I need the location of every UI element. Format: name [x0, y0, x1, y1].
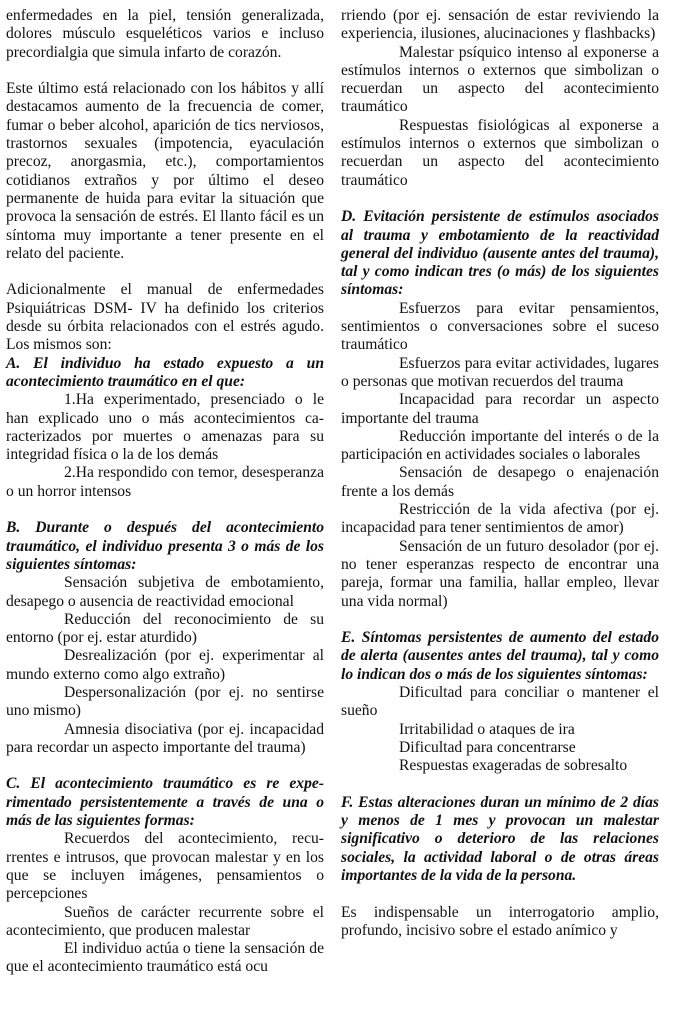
paragraph-gap	[341, 611, 659, 629]
section-e-item: Respuestas exageradas de sobresalto	[399, 757, 628, 775]
section-d-heading: D. Evitación persistente de estímulos asociados al trauma y embotamiento de la reactividad general del individuo (ausente antes del trauma), tal y como indican tres (o más) de los siguientes síntomas:	[341, 208, 659, 299]
section-b-item: Amnesia disociativa (por ej. incapacidad para recordar un aspecto importante del trauma)	[6, 720, 324, 756]
habits-paragraph: Este último está relacionado con los hábitos y allí destacamos aumento de la frecuencia de comer, fumar o beber alcohol, aparición de tics nerviosos, trastornos sexuales (impotencia, eyaculación precoz, anorgasmia, etc.), comportamientos cotidianos extraños y por último el deseo permanente de huida para evitar la situación que provoca la sensación de estrés. El llanto fácil es un síntoma muy importante a tener presente en el relato del paciente.	[6, 80, 324, 262]
intro-continuation: enfermedades en la piel, tensión generalizada, dolores músculo esqueléticos varios e incluso precordialgia que simula infarto de corazón.	[6, 7, 324, 61]
section-d-item: Restricción de la vida afectiva (por ej. incapacidad para tener sentimientos de amor)	[341, 501, 659, 537]
section-e-item: Dificultad para conciliar o mantener el sueño	[341, 683, 659, 720]
section-a-item: 1.Ha experimentado, presenciado o le han explicado uno o más acontecimientos caracterizados por muertes o amenazas para su integridad física o la de los demás	[6, 391, 324, 464]
right-column	[341, 7, 659, 940]
section-c-item: Malestar psíquico intenso al exponerse a estímulos internos o externos que simbolizan o recuerdan un aspecto del acontecimiento traumático	[341, 43, 659, 116]
paragraph-gap	[6, 501, 324, 519]
section-d-item: Reducción importante del interés o de la participación en actividades sociales o laborales	[341, 427, 659, 464]
section-d-item: Esfuerzos para evitar pensamientos, sentimientos o conversaciones sobre el suceso traumático	[341, 299, 659, 354]
paragraph-gap	[6, 62, 324, 80]
dsm-intro-paragraph: Adicionalmente el manual de enfermedades Psiquiátricas DSM- IV ha definido los criterios desde su órbita relacionados con el estrés agudo. Los mismos son:	[6, 281, 324, 354]
section-e-heading: E. Síntomas persistentes de aumento del estado de alerta (ausentes antes del trauma), tal y como lo indican dos o más de los siguientes síntomas:	[341, 629, 659, 683]
section-e-item: Irritabilidad o ataques de ira	[399, 720, 575, 738]
section-c-continuation: rriendo (por ej. sensación de estar reviviendo la experiencia, ilusiones, alucinaciones y flashbacks)	[341, 7, 659, 43]
section-d-item: Sensación de desapego o enajenación frente a los demás	[341, 464, 659, 500]
section-b-heading: B. Durante o después del acontecimiento traumático, el individuo presenta 3 o más de los siguientes síntomas:	[6, 519, 324, 573]
section-e-item: Dificultad para concentrarse	[399, 738, 576, 756]
section-b-item: Despersonalización (por ej. no sentirse uno mismo)	[6, 683, 324, 720]
closing-paragraph: Es indispensable un interrogatorio amplio, profundo, incisivo sobre el estado anímico y	[341, 903, 659, 939]
section-f-heading: F. Estas alteraciones duran un mínimo de 2 días y menos de 1 mes y provocan un malestar significativo o deterioro de las relaciones sociales, la actividad laboral o de otras áreas importantes de la vida de la persona.	[341, 793, 659, 884]
paragraph-gap	[6, 263, 324, 281]
section-b-item: Sensación subjetiva de embotamiento, desapego o ausencia de reactividad emocional	[6, 574, 324, 610]
paragraph-gap	[341, 775, 659, 793]
section-d-item: Esfuerzos para evitar actividades, lugares o personas que motivan recuerdos del trauma	[341, 354, 659, 390]
paragraph-gap	[341, 885, 659, 903]
section-b-item: Desrealización (por ej. experimentar al mundo externo como algo extraño)	[6, 647, 324, 683]
section-c-heading: C. El acontecimiento traumático es re experimentado persistentemente a través de una o más de las siguientes formas:	[6, 775, 324, 830]
section-d-item: Incapacidad para recordar un aspecto importante del trauma	[341, 391, 659, 427]
section-c-item: Sueños de carácter recurrente sobre el acontecimiento, que producen malestar	[6, 903, 324, 939]
paragraph-gap	[341, 190, 659, 208]
section-c-item: Recuerdos del acontecimiento, recurrentes e intrusos, que provocan malestar y en los que se incluyen imágenes, pensamientos o percepciones	[6, 830, 324, 903]
section-b-item: Reducción del reconocimiento de su entorno (por ej. estar aturdido)	[6, 610, 324, 647]
section-a-item: 2.Ha respondido con temor, desesperanza o un horror intensos	[6, 464, 324, 500]
section-c-item: Respuestas fisiológicas al exponerse a estímulos internos o externos que simbolizan o recuerdan un aspecto del acontecimiento traumático	[341, 116, 659, 189]
section-c-item: El individuo actúa o tiene la sensación de que el acontecimiento traumático está ocu	[6, 940, 324, 976]
section-a-heading: A. El individuo ha estado expuesto a un acontecimiento traumático en el que:	[6, 354, 324, 390]
left-column	[6, 7, 324, 977]
paragraph-gap	[6, 757, 324, 775]
section-d-item: Sensación de un futuro desolador (por ej. no tener esperanzas respecto de encontrar una pareja, formar una familia, hallar empleo, llevar una vida normal)	[341, 537, 659, 610]
